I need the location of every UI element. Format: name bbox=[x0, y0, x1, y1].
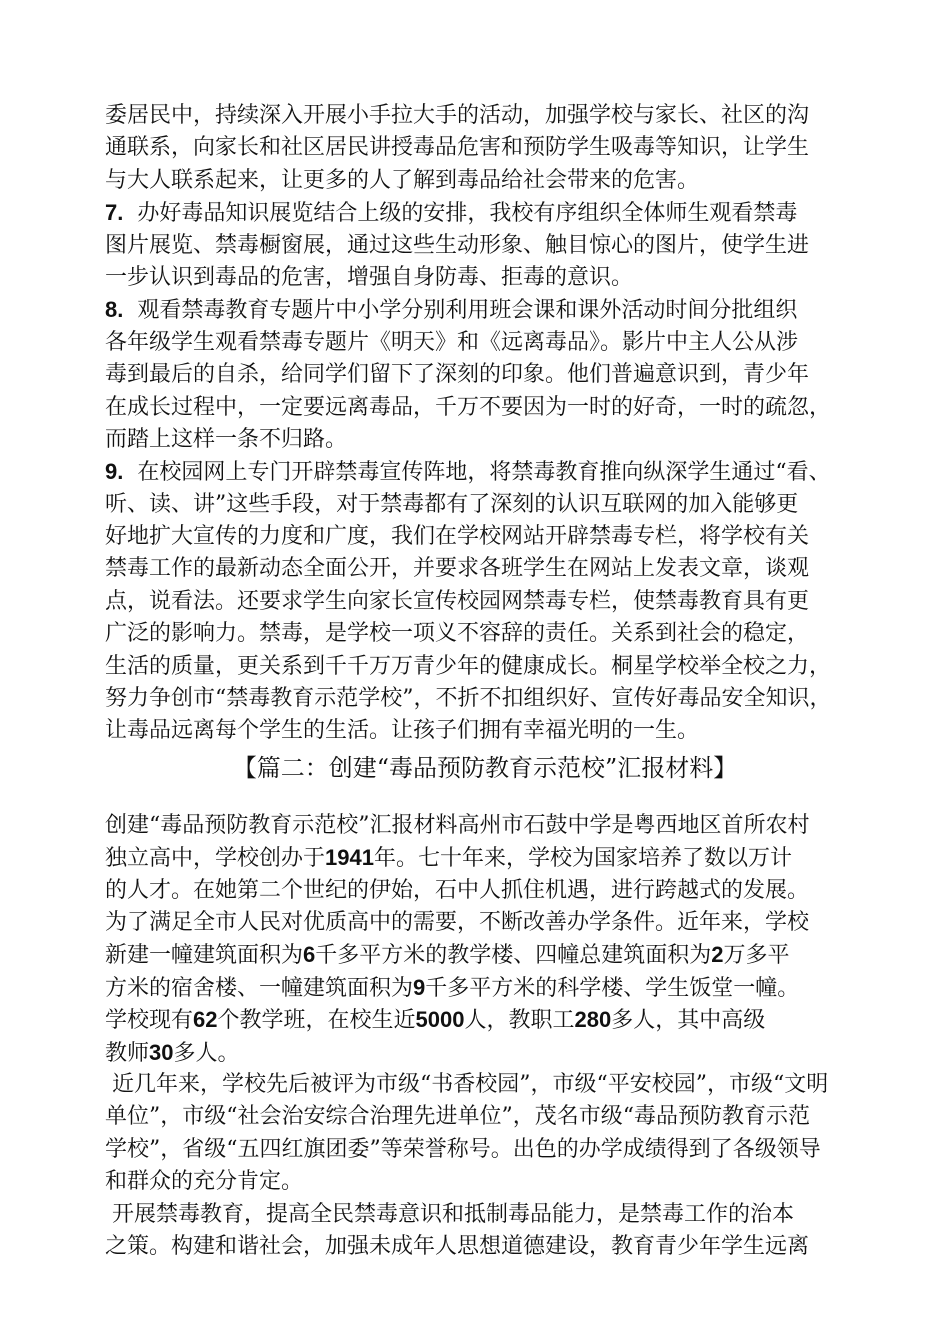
text-fragment: 教师 bbox=[105, 1040, 150, 1066]
number-value: 280 bbox=[574, 1007, 612, 1033]
text-line: 近几年来，学校先后被评为市级“书香校园”，市级“平安校园”，市级“文明 bbox=[105, 1071, 829, 1097]
text-fragment: 独立高中，学校创办于 bbox=[105, 846, 326, 872]
number-value: 2 bbox=[711, 942, 724, 968]
text-fragment: 人，教职工 bbox=[464, 1008, 575, 1034]
section-heading: 【篇二：创建“毒品预防教育示范校”汇报材料】 bbox=[232, 753, 738, 782]
list-item-9 bbox=[105, 456, 865, 488]
text-line: 为了满足全市人民对优质高中的需要，不断改善办学条件。近年来，学校 bbox=[105, 909, 810, 935]
list-item-8 bbox=[105, 294, 865, 326]
list-item-7 bbox=[105, 197, 865, 229]
number-value: 5000 bbox=[415, 1007, 465, 1033]
text-line: 通联系，向家长和社区居民讲授毒品危害和预防学生吸毒等知识，让学生 bbox=[105, 135, 810, 161]
text-line: 让毒品远离每个学生的生活。让孩子们拥有幸福光明的一生。 bbox=[105, 718, 700, 744]
item-text: 在校园网上专门开辟禁毒宣传阵地，将禁毒教育推向纵深学生通过“看、 bbox=[137, 460, 831, 486]
text-line: 而踏上这样一条不归路。 bbox=[105, 426, 348, 452]
document-body bbox=[105, 100, 865, 1263]
text-line: 努力争创市“禁毒教育示范学校”，不折不扣组织好、宣传好毒品安全知识， bbox=[105, 686, 832, 712]
text-line bbox=[105, 939, 865, 971]
text-line: 与大人联系起来，让更多的人了解到毒品给社会带来的危害。 bbox=[105, 167, 700, 193]
text-line: 开展禁毒教育，提高全民禁毒意识和抵制毒品能力，是禁毒工作的治本 bbox=[105, 1201, 794, 1227]
text-line: 图片展览、禁毒橱窗展，通过这些生动形象、触目惊心的图片，使学生进 bbox=[105, 232, 810, 258]
text-line: 毒到最后的自杀，给同学们留下了深刻的印象。他们普遍意识到，青少年 bbox=[105, 362, 810, 388]
text-line bbox=[105, 1004, 865, 1036]
text-fragment: 年。七十年来，学校为国家培养了数以万计 bbox=[373, 846, 792, 872]
text-line: 禁毒工作的最新动态全面公开，并要求各班学生在网站上发表文章，谈观 bbox=[105, 556, 810, 582]
number-value: 30 bbox=[149, 1039, 174, 1065]
text-line: 单位”，市级“社会治安综合治理先进单位”，茂名市级“毒品预防教育示范 bbox=[105, 1104, 810, 1130]
text-fragment: 千多平方米的教学楼、四幢总建筑面积为 bbox=[315, 943, 712, 969]
text-line: 和群众的充分肯定。 bbox=[105, 1169, 304, 1195]
text-line bbox=[105, 842, 865, 874]
item-number: 8. bbox=[105, 297, 124, 323]
item-number: 7. bbox=[105, 200, 124, 226]
text-line bbox=[105, 1037, 865, 1069]
text-line: 点，说看法。还要求学生向家长宣传校园网禁毒专栏，使禁毒教育具有更 bbox=[105, 588, 810, 614]
text-fragment: 方米的宿舍楼、一幢建筑面积为 bbox=[105, 975, 414, 1001]
text-fragment: 万多平 bbox=[723, 943, 790, 969]
number-value: 6 bbox=[303, 942, 316, 968]
item-text: 观看禁毒教育专题片中小学分别利用班会课和课外活动时间分批组织 bbox=[137, 298, 798, 324]
text-line: 学校”，省级“五四红旗团委”等荣誉称号。出色的办学成绩得到了各级领导 bbox=[105, 1136, 821, 1162]
item-text: 办好毒品知识展览结合上级的安排，我校有序组织全体师生观看禁毒 bbox=[137, 201, 798, 227]
text-line: 听、读、讲”这些手段，对于禁毒都有了深刻的认识互联网的加入能够更 bbox=[105, 491, 799, 517]
text-fragment: 新建一幢建筑面积为 bbox=[105, 943, 304, 969]
text-line: 广泛的影响力。禁毒，是学校一项义不容辞的责任。关系到社会的稳定， bbox=[105, 621, 810, 647]
text-fragment: 个教学班，在校生近 bbox=[217, 1008, 416, 1034]
text-line: 生活的质量，更关系到千千万万青少年的健康成长。桐星学校举全校之力， bbox=[105, 653, 832, 679]
number-value: 9 bbox=[413, 974, 426, 1000]
text-line: 好地扩大宣传的力度和广度，我们在学校网站开辟禁毒专栏，将学校有关 bbox=[105, 524, 810, 550]
text-line: 各年级学生观看禁毒专题片《明天》和《远离毒品》。影片中主人公从涉 bbox=[105, 329, 799, 355]
text-line: 在成长过程中，一定要远离毒品，千万不要因为一时的好奇，一时的疏忽， bbox=[105, 394, 832, 420]
number-value: 62 bbox=[193, 1007, 218, 1033]
number-value: 1941 bbox=[325, 845, 374, 871]
text-fragment: 学校现有 bbox=[105, 1008, 194, 1034]
text-fragment: 多人。 bbox=[173, 1040, 240, 1066]
text-line: 之策。构建和谐社会，加强未成年人思想道德建设，教育青少年学生远离 bbox=[105, 1233, 810, 1259]
text-line: 委居民中，持续深入开展小手拉大手的活动，加强学校与家长、社区的沟 bbox=[105, 103, 810, 128]
text-line bbox=[105, 972, 865, 1004]
text-fragment: 多人，其中高级 bbox=[611, 1008, 766, 1034]
item-number: 9. bbox=[105, 459, 124, 485]
text-line: 创建“毒品预防教育示范校”汇报材料高州市石鼓中学是粤西地区首所农村 bbox=[105, 812, 810, 838]
text-line: 一步认识到毒品的危害，增强自身防毒、拒毒的意识。 bbox=[105, 264, 634, 290]
text-line: 的人才。在她第二个世纪的伊始，石中人抓住机遇，进行跨越式的发展。 bbox=[105, 877, 810, 903]
text-fragment: 千多平方米的科学楼、学生饭堂一幢。 bbox=[425, 975, 800, 1001]
